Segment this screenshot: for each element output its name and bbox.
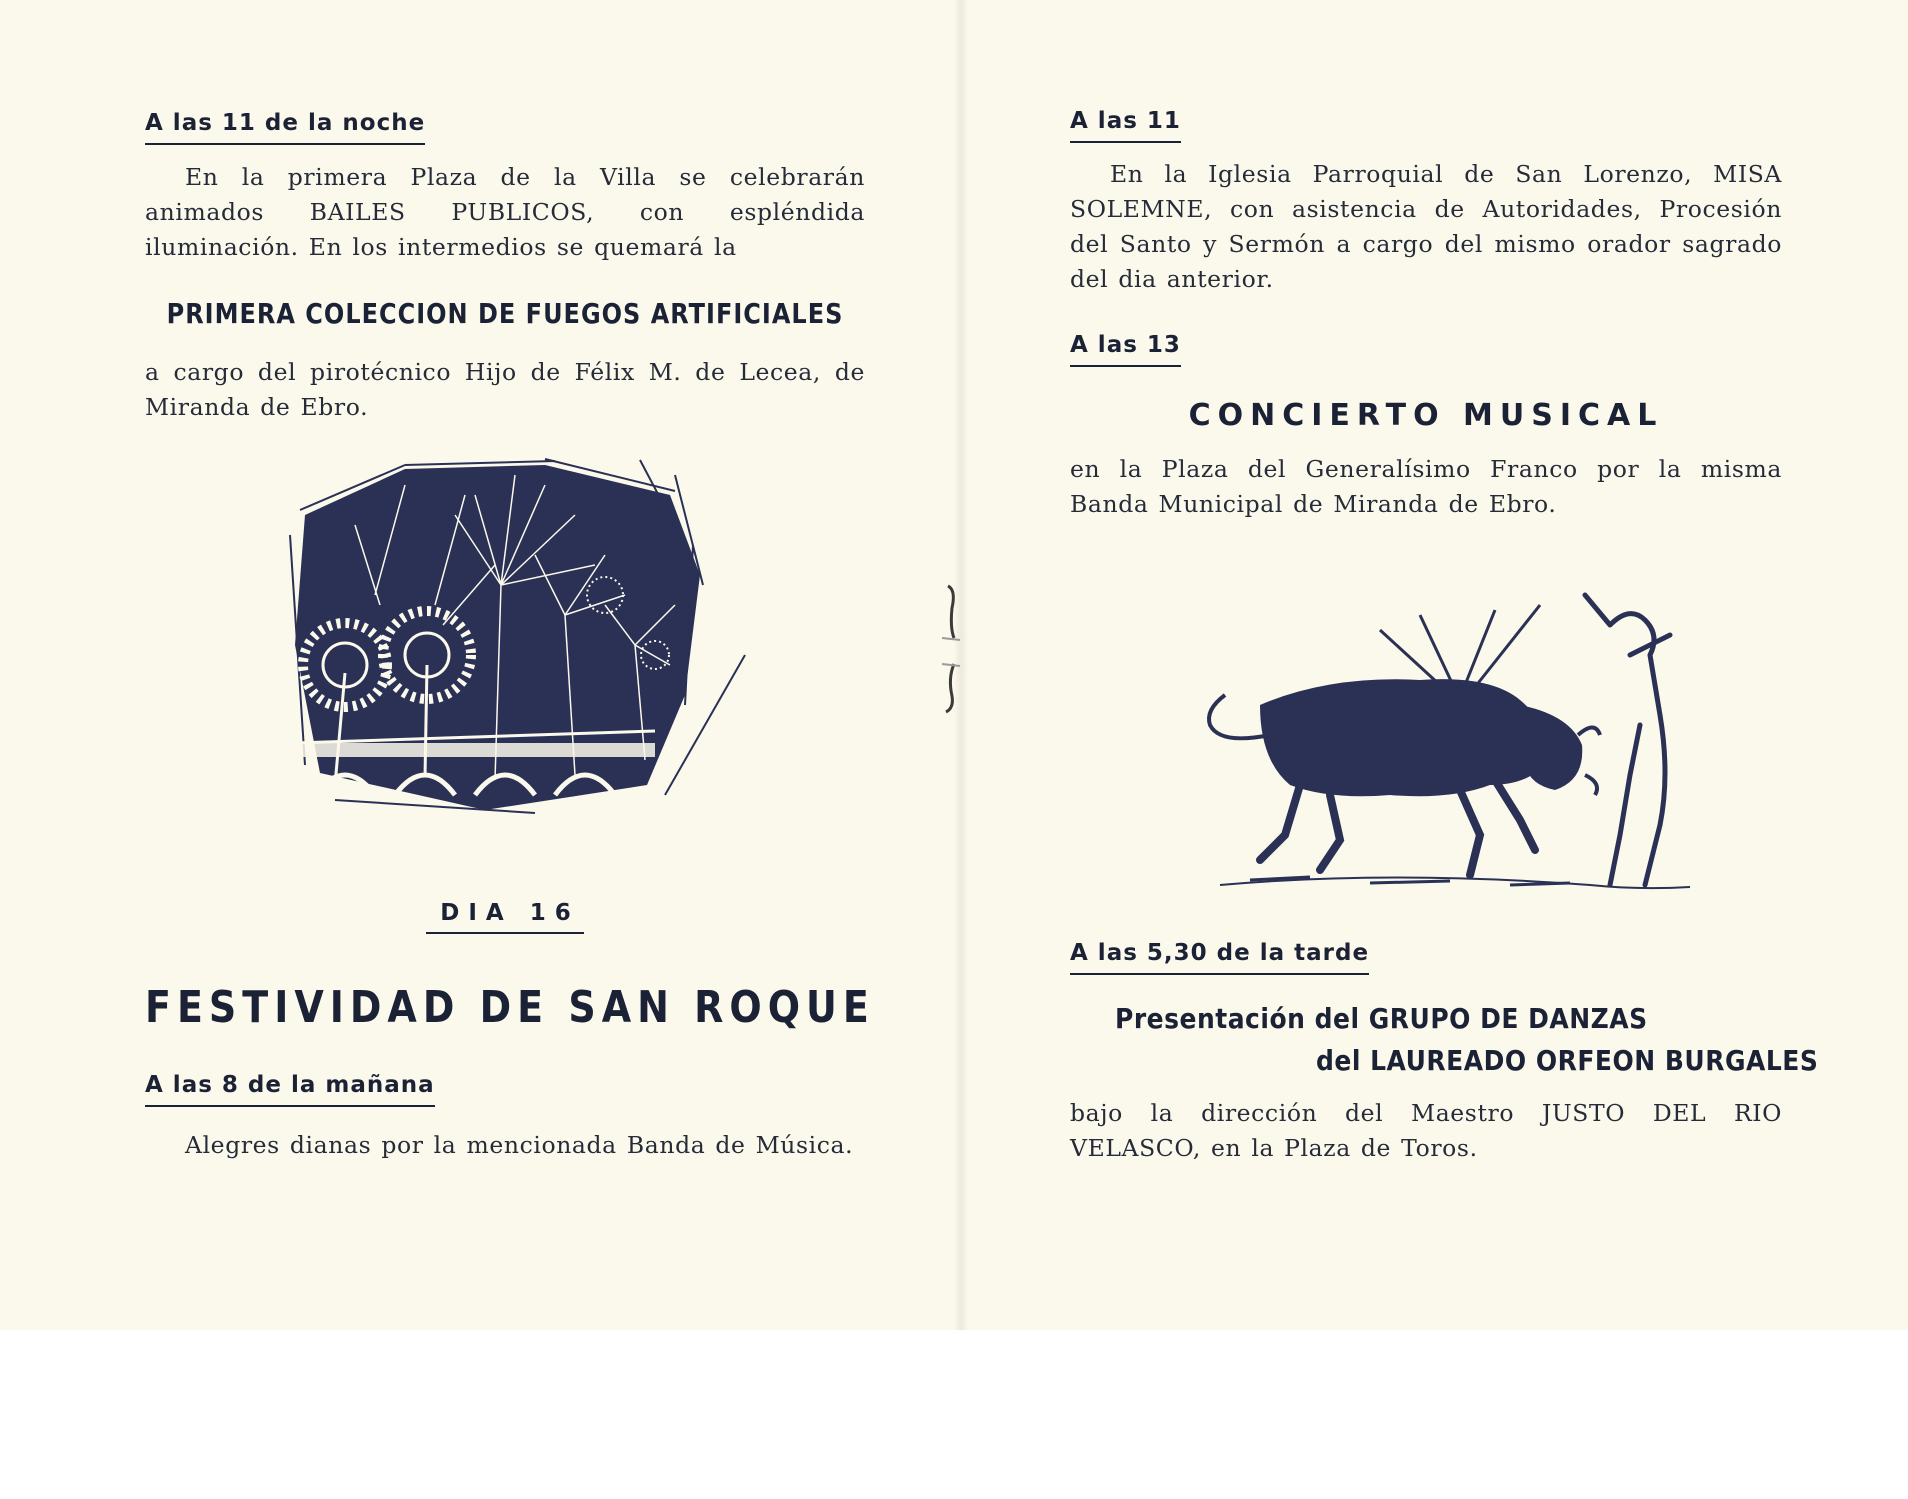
- staple-icon: [930, 578, 970, 718]
- direccion-paragraph: bajo la dirección del Maestro JUSTO DEL RIO VELASCO, en la Plaza de Toros.: [1070, 1099, 1782, 1162]
- concierto-paragraph: en la Plaza del Generalísimo Franco por la misma Banda Municipal de Miranda de Ebro.: [1070, 455, 1782, 518]
- time-heading-13: A las 13: [1070, 332, 1181, 367]
- time-heading-11-night: A las 11 de la noche: [145, 110, 425, 145]
- fireworks-illustration: [275, 455, 875, 825]
- left-page: [145, 0, 875, 1330]
- bullfight-illustration: [1190, 585, 1710, 905]
- bailes-paragraph: En la primera Plaza de la Villa se celebrarán animados BAILES PUBLICOS, con espléndida iluminación. En los intermedios se quemará la: [145, 163, 865, 261]
- misa-paragraph: En la Iglesia Parroquial de San Lorenzo, MISA SOLEMNE, con asistencia de Autoridades, Procesión del Santo y Sermón a cargo del mismo orador sagrado del dia anterior.: [1070, 160, 1782, 293]
- fuegos-title: PRIMERA COLECCION DE FUEGOS ARTIFICIALES: [166, 297, 844, 331]
- time-heading-11: A las 11: [1070, 108, 1181, 143]
- presentacion-line-1: Presentación del GRUPO DE DANZAS: [1115, 1002, 1648, 1035]
- dia-heading-wrap: [145, 900, 865, 934]
- presentacion-line-2: del LAUREADO ORFEON BURGALES: [1316, 1044, 1819, 1077]
- time-heading-8-morning: A las 8 de la mañana: [145, 1072, 435, 1107]
- pirotecnico-paragraph: a cargo del pirotécnico Hijo de Félix M. de Lecea, de Miranda de Ebro.: [145, 358, 865, 421]
- dianas-paragraph: Alegres dianas por la mencionada Banda de Música.: [185, 1131, 854, 1159]
- time-heading-530-afternoon: A las 5,30 de la tarde: [1070, 940, 1369, 975]
- festividad-title: FESTIVIDAD DE SAN ROQUE: [145, 981, 875, 1033]
- concierto-title: CONCIERTO MUSICAL: [1188, 398, 1664, 433]
- right-page: [1070, 0, 1819, 1330]
- dia-heading: DIA 16: [426, 900, 583, 934]
